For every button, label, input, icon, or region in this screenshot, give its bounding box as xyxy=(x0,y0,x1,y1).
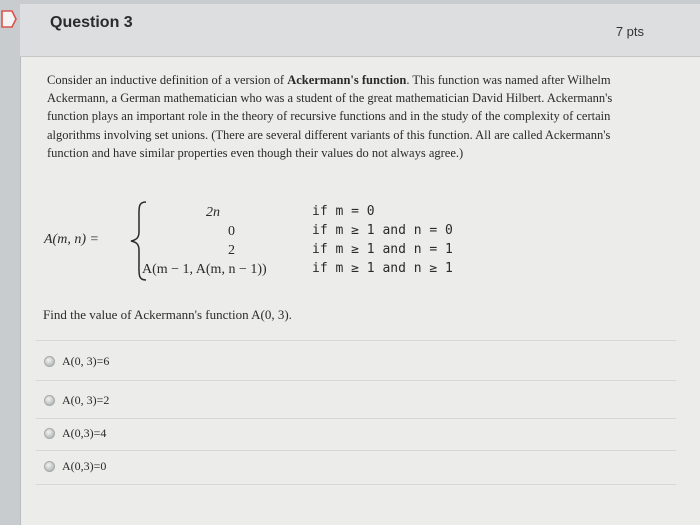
answer-option-2[interactable] xyxy=(44,391,109,409)
case-condition-4: if m ≥ 1 and n ≥ 1 xyxy=(312,261,453,276)
case-value-1: 2n xyxy=(206,205,220,220)
divider-4 xyxy=(36,450,676,451)
question-prompt: Find the value of Ackermann's function A(0, 3). xyxy=(43,307,292,322)
question-title: Question 3 xyxy=(50,14,133,31)
answer-option-label: A(0,3)=4 xyxy=(62,425,107,440)
answer-option-label: A(0, 3)=2 xyxy=(62,392,110,407)
divider-1 xyxy=(36,340,676,341)
case-condition-2: if m ≥ 1 and n = 0 xyxy=(312,223,453,238)
radio-button-icon[interactable] xyxy=(44,461,55,472)
case-value-3: 2 xyxy=(228,243,235,258)
answer-option-label: A(0, 3)=6 xyxy=(62,353,110,368)
question-points: 7 pts xyxy=(615,24,644,39)
radio-button-icon[interactable] xyxy=(44,395,55,406)
radio-button-icon[interactable] xyxy=(44,356,55,367)
paragraph-bold-term: Ackermann's function xyxy=(287,73,407,87)
answer-option-label: A(0,3)=0 xyxy=(62,458,107,473)
answer-option-4[interactable] xyxy=(44,457,106,475)
divider-3 xyxy=(36,418,676,419)
case-condition-3: if m ≥ 1 and n = 1 xyxy=(312,242,453,257)
formula-lhs: A(m, n) = xyxy=(44,232,99,247)
answer-option-3[interactable] xyxy=(44,424,106,442)
radio-button-icon[interactable] xyxy=(44,428,55,439)
case-value-2: 0 xyxy=(228,224,235,239)
divider-5 xyxy=(36,484,676,485)
answer-option-1[interactable] xyxy=(44,352,109,370)
paragraph-part-1: Consider an inductive definition of a version of xyxy=(47,73,288,87)
paragraph-part-2: . This function was named after Wilhelm Ackermann, a German mathematician who was a student of the great mathematician David Hilbert. Ackermann's function plays an important role in the theory of recursive functions and in the study of the complexity of certain algorithms involving set unions. (There are several different variants of this function. All are called Ackermann's function and have similar properties even though their values do not always agree.) xyxy=(47,73,613,160)
divider-2 xyxy=(36,380,676,381)
case-condition-1: if m = 0 xyxy=(312,204,375,219)
case-value-4: A(m − 1, A(m, n − 1)) xyxy=(142,262,267,277)
